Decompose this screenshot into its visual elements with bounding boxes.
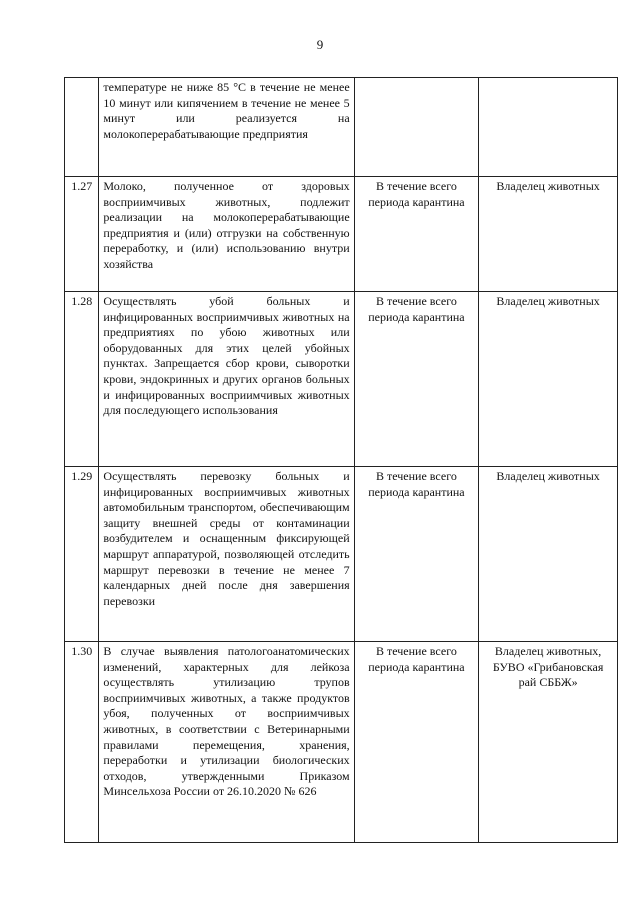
table-row (65, 642, 618, 843)
table-row (65, 292, 618, 467)
measure-text: Осуществлять убой больных и инфицированных восприимчивых животных на предприятиях по убою животных или оборудованных для этих целей убойных пунктах. Запрещается сбор крови, сыворотки крови, эндокринных и других органов больных и инфицированных восприимчивых животных для последующего использования (99, 292, 354, 467)
measure-term: В течение всего периода карантина (354, 177, 479, 292)
measure-term: В течение всего периода карантина (354, 642, 479, 843)
measure-text: температуре не ниже 85 °С в течение не менее 10 минут или кипячением в течение не менее 5 минут или реализуется на молокоперерабатывающие предприятия (99, 78, 354, 177)
measure-responsible (479, 78, 618, 177)
measure-term: В течение всего периода карантина (354, 292, 479, 467)
table-row (65, 78, 618, 177)
page-number: 9 (316, 37, 324, 52)
measure-text: В случае выявления патологоанатомических изменений, характерных для лейкоза осуществлять утилизацию трупов восприимчивых животных, а также продуктов убоя, полученных от восприимчивых животных, в соответствии с Ветеринарными правилами перемещения, хранения, переработки и утилизации биологических отходов, утвержденными Приказом Минсельхоза России от 26.10.2020 № 626 (99, 642, 354, 843)
table-row (65, 177, 618, 292)
row-number: 1.30 (65, 642, 99, 843)
measure-text: Молоко, полученное от здоровых восприимчивых животных, подлежит реализации на молокоперерабатывающие предприятия и (или) отгрузки на собственную переработку, и (или) использованию внутри хозяйства (99, 177, 354, 292)
measure-responsible: Владелец животных, БУВО «Грибановская рай СББЖ» (479, 642, 618, 843)
measure-responsible: Владелец животных (479, 177, 618, 292)
row-number (65, 78, 99, 177)
measure-responsible: Владелец животных (479, 292, 618, 467)
row-number: 1.28 (65, 292, 99, 467)
measure-text: Осуществлять перевозку больных и инфицированных восприимчивых животных автомобильным транспортом, обеспечивающим защиту внешней среды от контаминации возбудителем и оснащенным фиксирующей маршрут аппаратурой, позволяющей отследить маршрут перевозки в течение не менее 7 календарных дней после дня завершения перевозки (99, 467, 354, 642)
row-number: 1.29 (65, 467, 99, 642)
measure-responsible: Владелец животных (479, 467, 618, 642)
measure-term (354, 78, 479, 177)
table-row (65, 467, 618, 642)
measures-table (64, 77, 618, 843)
measure-term: В течение всего периода карантина (354, 467, 479, 642)
row-number: 1.27 (65, 177, 99, 292)
